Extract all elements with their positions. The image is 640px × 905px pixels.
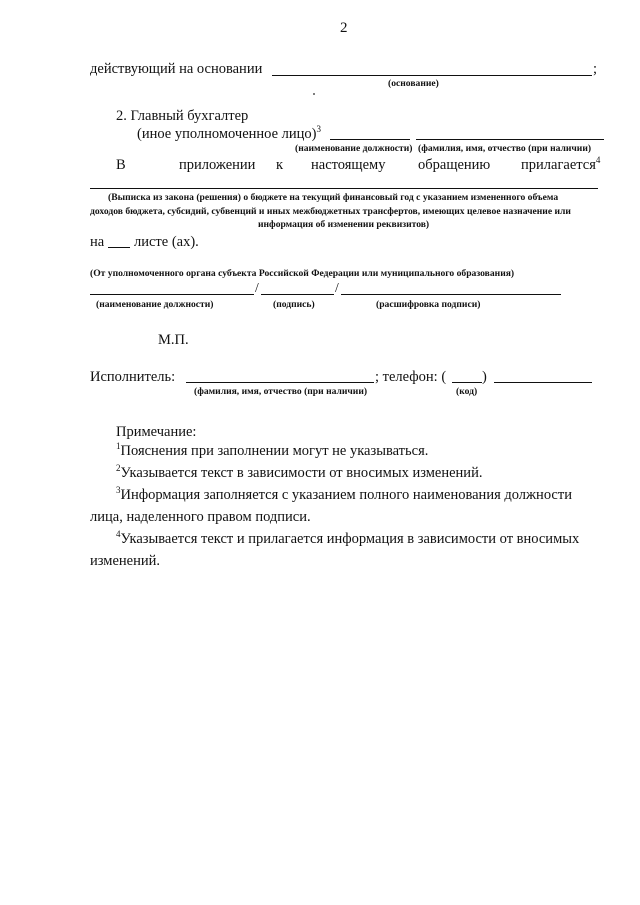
notes-heading: Примечание: [116, 424, 197, 440]
accountant-name-caption: (фамилия, имя, отчество (при наличии) [418, 143, 592, 154]
executor-phone-close: ) [482, 369, 487, 385]
note-item-continued: изменений. [90, 553, 160, 569]
authority-caption: (От уполномоченного органа субъекта Российской Федерации или муниципального образования) [90, 268, 515, 279]
executor-name-caption: (фамилия, имя, отчество (при наличии) [194, 386, 368, 397]
appendix-note-line: доходов бюджета, субсидий, субвенций и иных межбюджетных трансфертов, имеющих целевое назначение или [90, 206, 571, 217]
signature-sign-line [261, 294, 334, 295]
appendix-word: В [116, 157, 126, 173]
accountant-position-caption: (наименование должности) [295, 143, 413, 154]
note-item: $^1$Пояснения при заполнении могут не указываться. [116, 441, 429, 459]
basis-prefix: действующий на основании [90, 61, 263, 77]
basis-field-line [272, 75, 592, 76]
appendix-note-line: информация об изменении реквизитов) [258, 219, 430, 230]
signature-decoding-caption: (расшифровка подписи) [376, 299, 481, 310]
appendix-word: к [276, 157, 284, 173]
signature-slash: / [255, 280, 259, 295]
note-item: $^3$Информация заполняется с указанием полного наименования должности [116, 485, 572, 503]
basis-caption: (основание) [388, 78, 439, 89]
sheets-suffix: листе (ах). [134, 234, 199, 250]
executor-code-line [452, 382, 482, 383]
appendix-word: приложении [179, 157, 256, 173]
appendix-field-line [90, 188, 598, 189]
appendix-word-last: прилагается$^4$ [521, 155, 601, 173]
note-item: $^4$Указывается текст и прилагается информация в зависимости от вносимых [116, 529, 580, 547]
sheets-count-line [108, 247, 130, 248]
executor-phone-label: ; телефон: ( [375, 369, 447, 385]
executor-label: Исполнитель: [90, 369, 176, 385]
accountant-subtitle: (иное уполномоченное лицо)$^3$ [137, 124, 321, 142]
signature-slash: / [335, 280, 339, 295]
accountant-position-line [330, 139, 410, 140]
sheets-prefix: на [90, 234, 105, 250]
note-item-continued: лица, наделенного правом подписи. [90, 509, 311, 525]
page-number: 2 [340, 20, 348, 36]
appendix-word: настоящему [311, 157, 386, 173]
signature-position-caption: (наименование должности) [96, 299, 214, 310]
executor-name-line [186, 382, 374, 383]
accountant-name-line [416, 139, 604, 140]
signature-position-line [90, 294, 254, 295]
note-item: $^2$Указывается текст в зависимости от вносимых изменений. [116, 463, 483, 481]
signature-decoding-line [341, 294, 561, 295]
signature-sign-caption: (подпись) [273, 299, 315, 310]
stamp-label: М.П. [158, 332, 189, 348]
basis-end: ; [593, 61, 598, 77]
accountant-title: 2. Главный бухгалтер [116, 108, 249, 124]
executor-code-caption: (код) [456, 386, 478, 397]
appendix-word: обращению [418, 157, 491, 173]
executor-phone-line [494, 382, 592, 383]
appendix-note-line: (Выписка из закона (решения) о бюджете на текущий финансовый год с указанием измененного объема [108, 192, 559, 203]
speck [313, 93, 315, 95]
